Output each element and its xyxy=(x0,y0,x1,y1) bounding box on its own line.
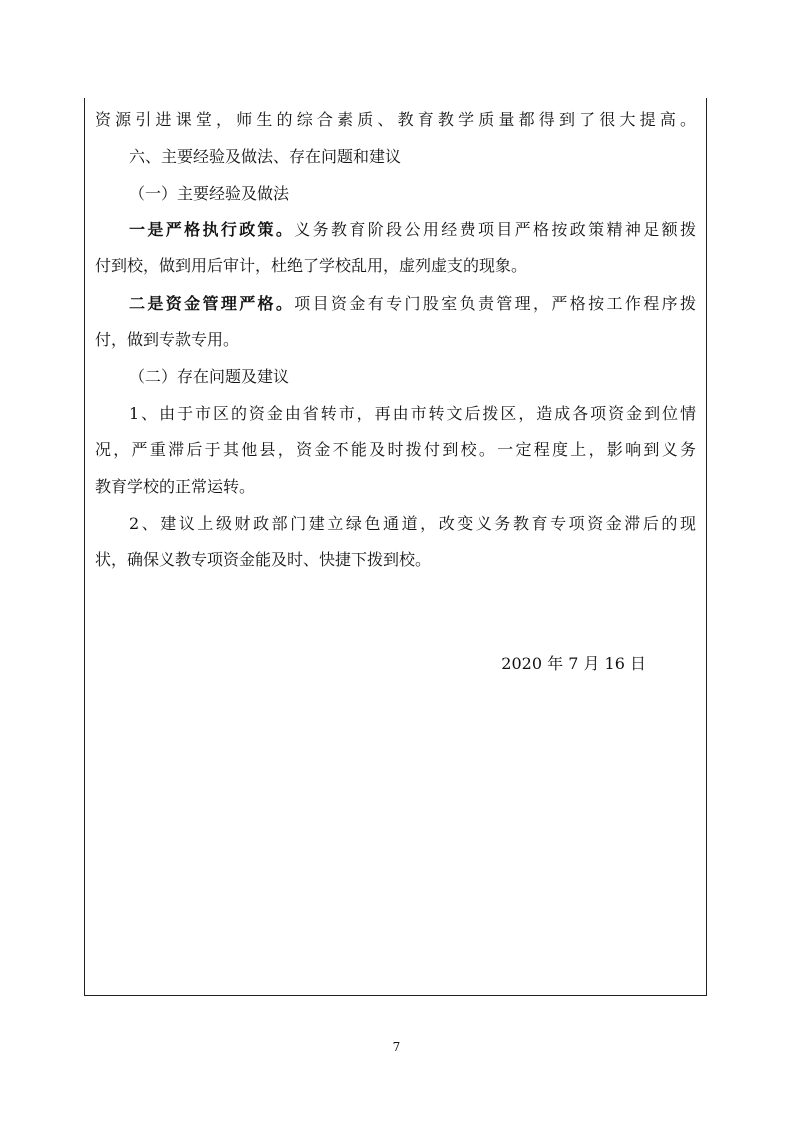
report-table-cell xyxy=(84,98,707,996)
paragraph-problem1-line1: 1、由于市区的资金由省转市，再由市转文后拨区，造成各项资金到位情 xyxy=(129,404,696,423)
funds-body-text: 项目资金有专门股室负责管理，严格按工作程序拨 xyxy=(294,294,696,313)
report-date: 2020 年 7 月 16 日 xyxy=(501,654,646,673)
paragraph-continuation: 资源引进课堂，师生的综合素质、教育教学质量都得到了很大提高。 xyxy=(95,110,696,129)
paragraph-problem1-line3: 教育学校的正常运转。 xyxy=(95,477,256,496)
policy-lead-text: 一是严格执行政策。 xyxy=(129,220,295,239)
subheading-experience: （一）主要经验及做法 xyxy=(129,184,290,203)
paragraph-problem1-line2: 况，严重滞后于其他县，资金不能及时拨付到校。一定程度上，影响到义务 xyxy=(95,440,696,459)
funds-lead-text: 二是资金管理严格。 xyxy=(129,294,295,313)
paragraph-funds-line1 xyxy=(129,294,696,314)
paragraph-policy-line2: 付到校，做到用后审计，杜绝了学校乱用，虚列虚支的现象。 xyxy=(95,256,528,275)
paragraph-policy-line1 xyxy=(129,220,696,240)
section-heading-six: 六、主要经验及做法、存在问题和建议 xyxy=(129,147,402,166)
paragraph-suggestion-line1: 2、建议上级财政部门建立绿色通道，改变义务教育专项资金滞后的现 xyxy=(129,514,696,533)
policy-body-text: 义务教育阶段公用经费项目严格按政策精神足额拨 xyxy=(294,220,696,239)
subheading-problems: （二）存在问题及建议 xyxy=(129,367,290,386)
paragraph-suggestion-line2: 状，确保义教专项资金能及时、快捷下拨到校。 xyxy=(95,550,432,569)
page-number: 7 xyxy=(392,1040,401,1054)
paragraph-funds-line2: 付，做到专款专用。 xyxy=(95,330,240,349)
